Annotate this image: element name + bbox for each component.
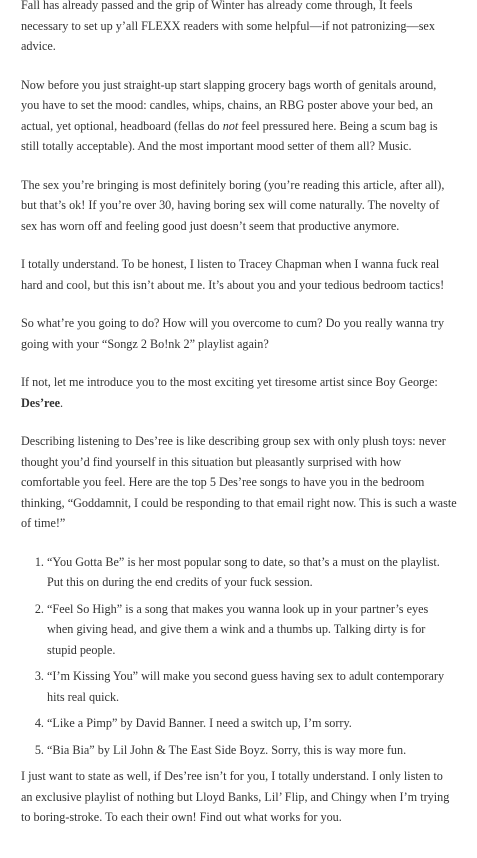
paragraph-understand: I totally understand. To be honest, I listen to Tracey Chapman when I wanna fuck real hard and cool, but this isn’t about me. It’s about you and your tedious bedroom tactics!	[21, 257, 445, 292]
list-item: 5. “Bia Bia” by Lil John & The East Side Boyz. Sorry, this is way more fun.	[47, 740, 447, 761]
song-list	[21, 552, 447, 761]
emphasis-text: not	[222, 118, 239, 133]
paragraph-boring-sex: The sex you’re bringing is most definitely boring (you’re reading this article, after all), but that’s ok! If you’re over 30, having boring sex will come naturally. The novelty of sex has worn off and feeling good just doesn’t seem that productive anymore.	[21, 177, 445, 233]
paragraph-intro: Fall has already passed and the grip of Winter has already come through, It feels necessary to set up y’all FLEXX readers with some helpful—if not patronizing—sex advice.	[21, 0, 435, 53]
list-item: 2. “Feel So High” is a song that makes you wanna look up in your partner’s eyes when giving head, and give them a wink and a thumbs up. Talking dirty is for stupid people.	[47, 599, 447, 661]
paragraph-set-the-mood	[21, 75, 457, 157]
paragraph-text: If not, let me introduce you to the most exciting yet tiresome artist since Boy George:	[21, 375, 438, 389]
paragraph-text: Now before you just straight-up start slapping grocery bags worth of genitals around, you have to set the mood: candles, whips, chains, an RBG poster above your bed, an actual, yet optional, headboard (fellas do	[21, 77, 437, 133]
paragraph-what-to-do: So what’re you going to do? How will you overcome to cum? Do you really wanna try going with your “Songz 2 Bo!nk 2” playlist again?	[21, 316, 445, 351]
list-item: 3. “I’m Kissing You” will make you second guess having sex to adult contemporary hits real quick.	[47, 666, 447, 707]
paragraph-text: feel pressured here. Being a scum bag is still totally acceptable). And the most important mood setter of them all? Music.	[21, 118, 438, 153]
list-item: 4. “Like a Pimp” by David Banner. I need a switch up, I’m sorry.	[47, 713, 447, 734]
paragraph-introduce-artist	[21, 372, 457, 413]
paragraph-describing: Describing listening to Des’ree is like describing group sex with only plush toys: never thought you’d find yourself in this situation but pleasantly surprised with how comfortable you feel. Here are the top 5 Des’ree songs to have you in the bedroom thinking, “Goddamnit, I could be responding to that email right now. This is such a waste of time!”	[21, 434, 457, 530]
paragraph-closing: I just want to state as well, if Des’ree isn’t for you, I totally understand. I only listen to an exclusive playlist of nothing but Lloyd Banks, Lil’ Flip, and Chingy when I’m trying to boring-stroke. To each their own! Find out what works for you.	[21, 769, 450, 824]
paragraph-text: .	[60, 395, 64, 410]
list-item: 1. “You Gotta Be” is her most popular song to date, so that’s a must on the playlist. Put this on during the end credits of your fuck session.	[47, 552, 447, 593]
artist-name: Des’ree	[21, 395, 61, 410]
